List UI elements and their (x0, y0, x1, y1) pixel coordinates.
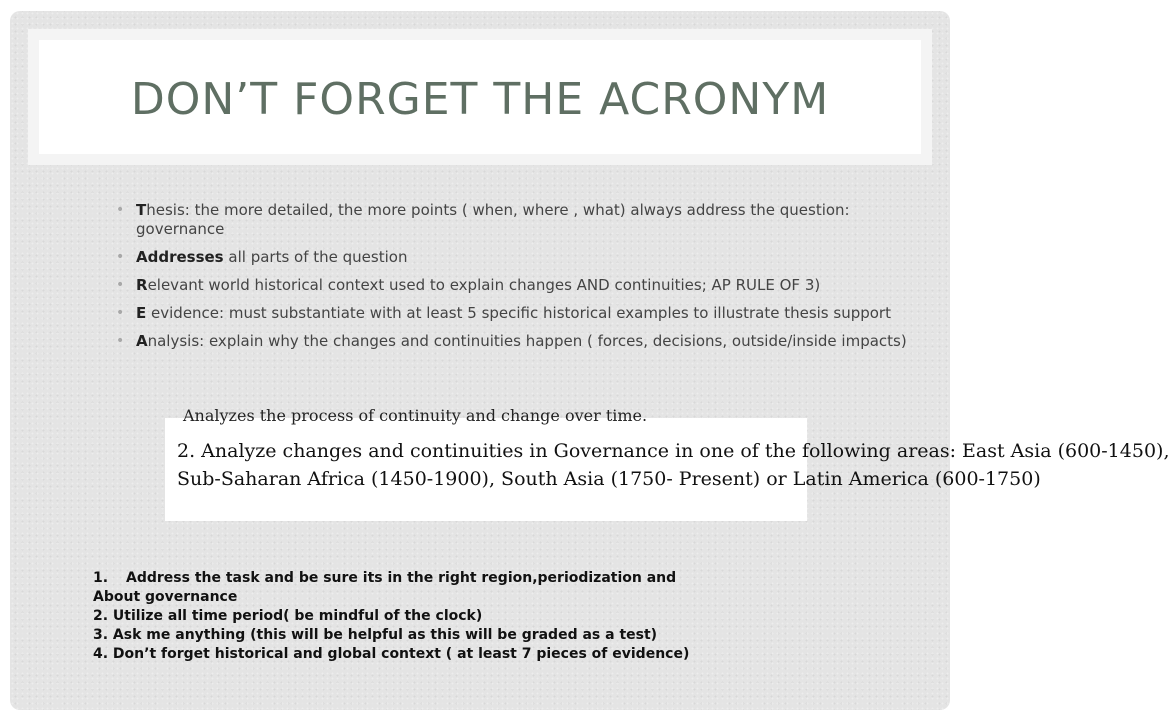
note-item-1-cont: About governance (93, 589, 238, 605)
bullet-item-relevant (122, 276, 922, 295)
note-item-4: 4. Don’t forget historical and global context ( at least 7 pieces of evidence) (93, 646, 690, 662)
bullet-text: nalysis: explain why the changes and continuities happen ( forces, decisions, outside/inside impacts) (147, 332, 907, 350)
note-item-3: 3. Ask me anything (this will be helpful as this will be graded as a test) (93, 627, 658, 643)
note-text: Address the task and be sure its in the right region,periodization and (126, 570, 677, 586)
bullet-lead: E (136, 304, 147, 322)
slide-title: DON’T FORGET THE ACRONYM (130, 74, 830, 125)
bullet-text: evidence: must substantiate with at least 5 specific historical examples to illustrate thesis support (146, 304, 891, 322)
title-frame (28, 29, 932, 165)
bullet-item-evidence (122, 304, 922, 323)
title-box (39, 40, 921, 154)
excerpt-line-1: 2. Analyze changes and continuities in Governance in one of the following areas: East Asia (600-1450), (177, 440, 1169, 462)
bullet-text: elevant world historical context used to explain changes AND continuities; AP RULE OF 3) (147, 276, 821, 294)
bullet-text: all parts of the question (223, 248, 408, 266)
bullet-item-addresses (122, 248, 922, 267)
prompt-excerpt-image (165, 406, 1169, 521)
note-item-2: 2. Utilize all time period( be mindful of the clock) (93, 608, 483, 624)
instruction-notes (93, 569, 793, 664)
bullet-lead: A (136, 332, 148, 350)
bullet-lead: Addresses (136, 248, 224, 266)
bullet-item-thesis (122, 201, 922, 239)
note-number: 1. (93, 570, 109, 586)
bullet-text: hesis: the more detailed, the more points ( when, where , what) always address the question: governance (136, 201, 850, 238)
excerpt-line-2: Sub-Saharan Africa (1450-1900), South Asia (1750- Present) or Latin America (600-1750) (177, 468, 1041, 490)
slide (10, 11, 1169, 710)
bullet-lead: R (136, 276, 148, 294)
excerpt-cut-line: Analyzes the process of continuity and change over time. (183, 406, 648, 425)
bullet-lead: T (136, 201, 147, 219)
bullet-list (122, 201, 922, 360)
bullet-item-analysis (122, 332, 922, 351)
note-item-1 (93, 569, 793, 588)
